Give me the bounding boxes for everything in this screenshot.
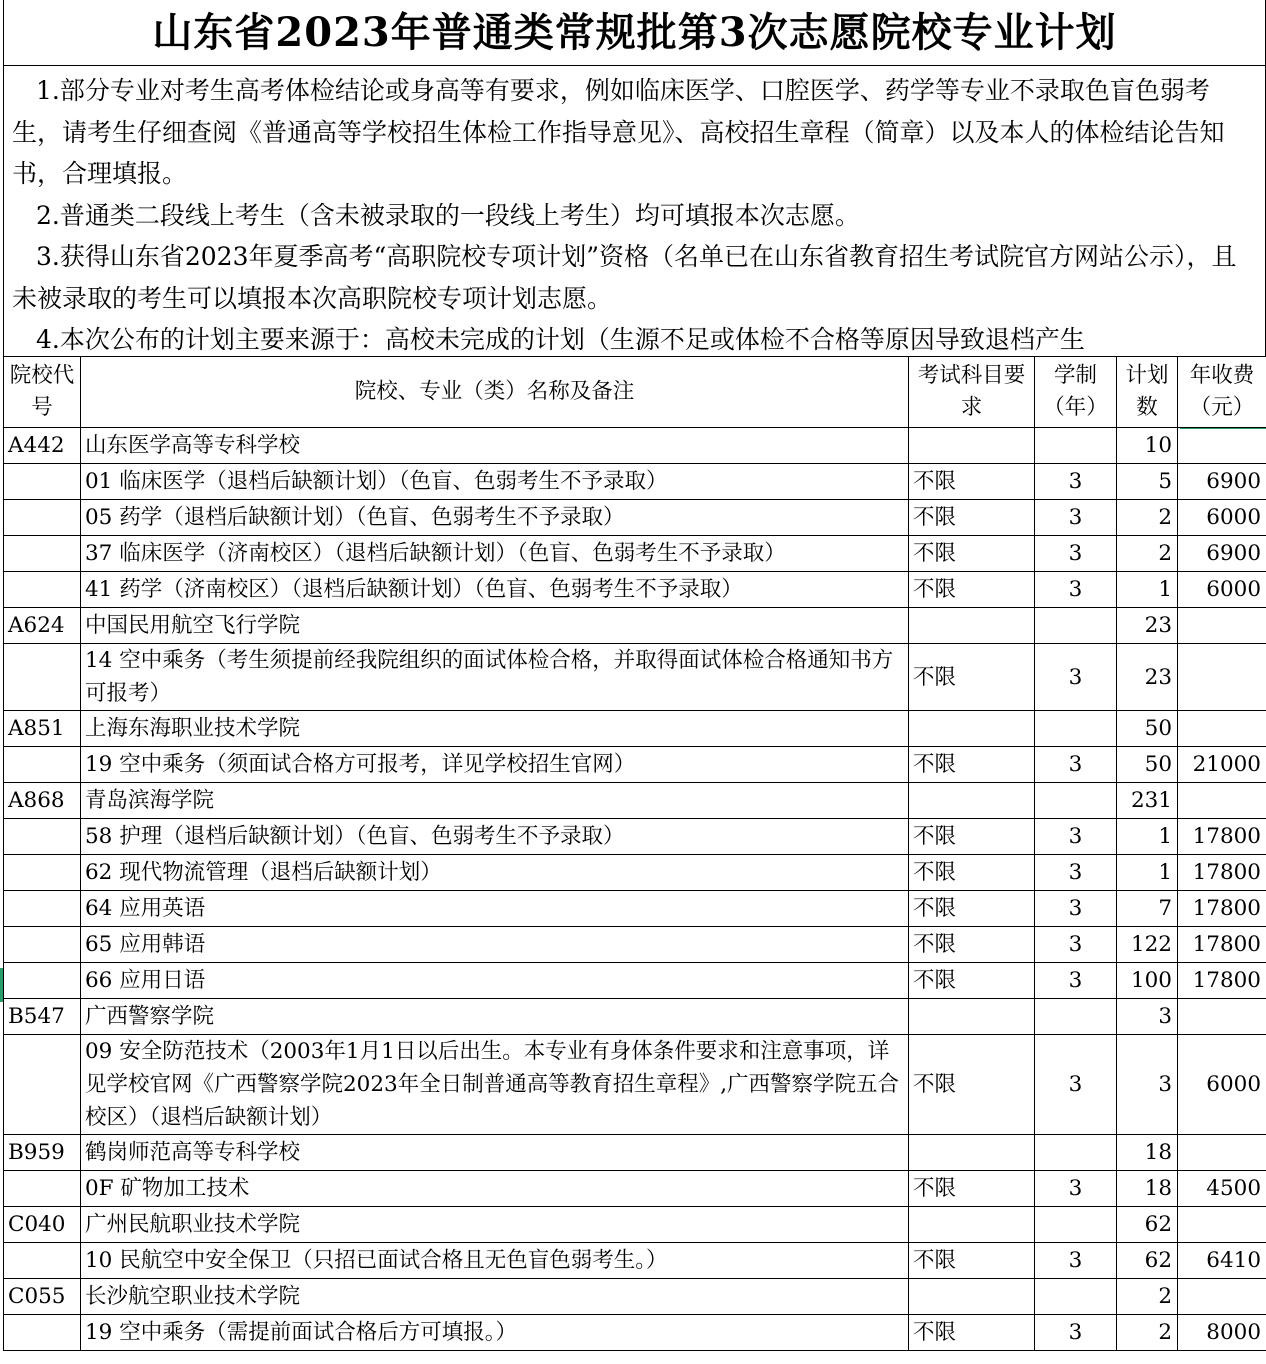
table-row: [4, 1279, 1266, 1315]
quota-cell[interactable]: 23: [1117, 644, 1178, 711]
header-years[interactable]: 学制（年）: [1035, 357, 1117, 428]
quota-cell[interactable]: 7: [1117, 891, 1178, 927]
subject-cell[interactable]: [909, 428, 1035, 464]
years-cell[interactable]: [1035, 999, 1117, 1035]
code-cell[interactable]: [4, 1243, 81, 1279]
subject-cell[interactable]: [909, 711, 1035, 747]
table-row: [4, 819, 1266, 855]
school-quota-cell[interactable]: 18: [1117, 1135, 1178, 1171]
subject-cell[interactable]: 不限: [909, 891, 1035, 927]
years-cell[interactable]: 3: [1035, 500, 1117, 536]
years-cell[interactable]: 3: [1035, 644, 1117, 711]
table-row: [4, 927, 1266, 963]
years-cell[interactable]: 3: [1035, 536, 1117, 572]
major-name-cell[interactable]: 09 安全防范技术（2003年1月1日以后出生。本专业有身体条件要求和注意事项，详见学校官网《广西警察学院2023年全日制普通高等教育招生章程》,广西警察学院五合校区）（退档后缺额计划）: [81, 1035, 909, 1135]
fee-cell[interactable]: 6000: [1178, 572, 1266, 608]
years-cell[interactable]: [1035, 1207, 1117, 1243]
page-title: 山东省2023年普通类常规批第3次志愿院校专业计划: [3, 0, 1266, 66]
code-cell[interactable]: [4, 1315, 81, 1351]
school-quota-cell[interactable]: 2: [1117, 1279, 1178, 1315]
table-row: [4, 783, 1266, 819]
subject-cell[interactable]: 不限: [909, 855, 1035, 891]
subject-cell[interactable]: [909, 783, 1035, 819]
fee-cell[interactable]: [1178, 1135, 1266, 1171]
fee-cell[interactable]: 4500: [1178, 1171, 1266, 1207]
subject-cell[interactable]: [909, 608, 1035, 644]
header-code[interactable]: 院校代号: [4, 357, 81, 428]
subject-cell[interactable]: [909, 1207, 1035, 1243]
note-item: 3.获得山东省2023年夏季高考“高职院校专项计划”资格（名单已在山东省教育招生考试院官方网站公示），且未被录取的考生可以填报本次高职院校专项计划志愿。: [12, 242, 1237, 313]
fee-cell[interactable]: 8000: [1178, 1315, 1266, 1351]
table-row: [4, 963, 1266, 999]
code-cell[interactable]: [4, 644, 81, 711]
code-cell[interactable]: [4, 891, 81, 927]
major-name-cell[interactable]: 19 空中乘务（需提前面试合格后方可填报。）: [81, 1315, 909, 1351]
major-name-cell[interactable]: 05 药学（退档后缺额计划）（色盲、色弱考生不予录取）: [81, 500, 909, 536]
fee-cell[interactable]: [1178, 999, 1266, 1035]
major-name-cell[interactable]: 41 药学（济南校区）（退档后缺额计划）（色盲、色弱考生不予录取）: [81, 572, 909, 608]
major-name-cell[interactable]: 14 空中乘务（考生须提前经我院组织的面试体检合格，并取得面试体检合格通知书方可报考）: [81, 644, 909, 711]
fee-cell[interactable]: [1178, 644, 1266, 711]
major-name-cell[interactable]: 65 应用韩语: [81, 927, 909, 963]
quota-cell[interactable]: 2: [1117, 500, 1178, 536]
major-name-cell[interactable]: 01 临床医学（退档后缺额计划）（色盲、色弱考生不予录取）: [81, 464, 909, 500]
quota-cell[interactable]: 2: [1117, 536, 1178, 572]
header-quota[interactable]: 计划数: [1117, 357, 1178, 428]
fee-cell[interactable]: 17800: [1178, 891, 1266, 927]
years-cell[interactable]: [1035, 608, 1117, 644]
table-row: [4, 428, 1266, 464]
school-quota-cell[interactable]: 10: [1117, 428, 1178, 464]
quota-cell[interactable]: 62: [1117, 1243, 1178, 1279]
school-name-cell[interactable]: 上海东海职业技术学院: [81, 711, 909, 747]
major-name-cell[interactable]: 62 现代物流管理（退档后缺额计划）: [81, 855, 909, 891]
note-item: 1.部分专业对考生高考体检结论或身高等有要求，例如临床医学、口腔医学、药学等专业不录取色盲色弱考生，请考生仔细查阅《普通高等学校招生体检工作指导意见》、高校招生章程（简章）以及本人的体检结论告知书，合理填报。: [12, 76, 1225, 188]
fee-cell[interactable]: [1178, 1207, 1266, 1243]
subject-cell[interactable]: 不限: [909, 819, 1035, 855]
code-cell[interactable]: [4, 819, 81, 855]
table-row: [4, 644, 1266, 711]
years-cell[interactable]: 3: [1035, 572, 1117, 608]
years-cell[interactable]: [1035, 711, 1117, 747]
cell-selection-line: [1180, 428, 1266, 429]
major-name-cell[interactable]: 0F 矿物加工技术: [81, 1171, 909, 1207]
subject-cell[interactable]: 不限: [909, 1035, 1035, 1135]
code-cell[interactable]: [4, 747, 81, 783]
quota-cell[interactable]: 50: [1117, 747, 1178, 783]
table-row: [4, 747, 1266, 783]
school-quota-cell[interactable]: 231: [1117, 783, 1178, 819]
table-row: [4, 891, 1266, 927]
school-name-cell[interactable]: 中国民用航空飞行学院: [81, 608, 909, 644]
quota-cell[interactable]: 122: [1117, 927, 1178, 963]
table-row: [4, 572, 1266, 608]
years-cell[interactable]: 3: [1035, 819, 1117, 855]
school-code-cell[interactable]: A442: [4, 428, 81, 464]
table-row: [4, 1315, 1266, 1351]
quota-cell[interactable]: 100: [1117, 963, 1178, 999]
fee-cell[interactable]: 6900: [1178, 536, 1266, 572]
table-row: [4, 999, 1266, 1035]
subject-cell[interactable]: 不限: [909, 747, 1035, 783]
years-cell[interactable]: [1035, 428, 1117, 464]
fee-cell[interactable]: [1178, 428, 1266, 464]
school-code-cell[interactable]: B959: [4, 1135, 81, 1171]
major-name-cell[interactable]: 64 应用英语: [81, 891, 909, 927]
code-cell[interactable]: [4, 464, 81, 500]
subject-cell[interactable]: 不限: [909, 927, 1035, 963]
code-cell[interactable]: [4, 855, 81, 891]
code-cell[interactable]: [4, 927, 81, 963]
years-cell[interactable]: 3: [1035, 891, 1117, 927]
years-cell[interactable]: 3: [1035, 1035, 1117, 1135]
major-name-cell[interactable]: 37 临床医学（济南校区）（退档后缺额计划）（色盲、色弱考生不予录取）: [81, 536, 909, 572]
table-row: [4, 855, 1266, 891]
quota-cell[interactable]: 5: [1117, 464, 1178, 500]
school-quota-cell[interactable]: 50: [1117, 711, 1178, 747]
table-row: [4, 1207, 1266, 1243]
row-selection-mark: [0, 968, 3, 1002]
school-quota-cell[interactable]: 23: [1117, 608, 1178, 644]
fee-cell[interactable]: 17800: [1178, 819, 1266, 855]
subject-cell[interactable]: 不限: [909, 500, 1035, 536]
quota-cell[interactable]: 2: [1117, 1315, 1178, 1351]
quota-cell[interactable]: 3: [1117, 1035, 1178, 1135]
header-subject[interactable]: 考试科目要求: [909, 357, 1035, 428]
code-cell[interactable]: [4, 500, 81, 536]
table-header-row: [4, 357, 1266, 428]
subject-cell[interactable]: 不限: [909, 536, 1035, 572]
note-item: 4.本次公布的计划主要来源于：高校未完成的计划（生源不足或体检不合格等原因导致退档产生: [36, 325, 1085, 354]
years-cell[interactable]: 3: [1035, 1243, 1117, 1279]
school-code-cell[interactable]: A851: [4, 711, 81, 747]
fee-cell[interactable]: 17800: [1178, 927, 1266, 963]
quota-cell[interactable]: 18: [1117, 1171, 1178, 1207]
header-name[interactable]: 院校、专业（类）名称及备注: [81, 357, 909, 428]
major-name-cell[interactable]: 58 护理（退档后缺额计划）（色盲、色弱考生不予录取）: [81, 819, 909, 855]
fee-cell[interactable]: 17800: [1178, 963, 1266, 999]
fee-cell[interactable]: 6900: [1178, 464, 1266, 500]
fee-cell[interactable]: 6410: [1178, 1243, 1266, 1279]
table-row: [4, 1135, 1266, 1171]
code-cell[interactable]: [4, 1171, 81, 1207]
quota-cell[interactable]: 1: [1117, 819, 1178, 855]
table-row: [4, 608, 1266, 644]
code-cell[interactable]: [4, 536, 81, 572]
notes-block: [3, 66, 1266, 356]
table-row: [4, 1243, 1266, 1279]
header-fee[interactable]: 年收费（元）: [1178, 357, 1266, 428]
years-cell[interactable]: 3: [1035, 464, 1117, 500]
years-cell[interactable]: 3: [1035, 747, 1117, 783]
school-quota-cell[interactable]: 3: [1117, 999, 1178, 1035]
subject-cell[interactable]: [909, 1135, 1035, 1171]
school-name-cell[interactable]: 鹤岗师范高等专科学校: [81, 1135, 909, 1171]
major-name-cell[interactable]: 19 空中乘务（须面试合格方可报考，详见学校招生官网）: [81, 747, 909, 783]
subject-cell[interactable]: 不限: [909, 572, 1035, 608]
years-cell[interactable]: 3: [1035, 1171, 1117, 1207]
years-cell[interactable]: 3: [1035, 855, 1117, 891]
plan-table: [3, 356, 1266, 1351]
school-code-cell[interactable]: A624: [4, 608, 81, 644]
subject-cell[interactable]: 不限: [909, 963, 1035, 999]
code-cell[interactable]: [4, 572, 81, 608]
years-cell[interactable]: 3: [1035, 927, 1117, 963]
note-item: 2.普通类二段线上考生（含未被录取的一段线上考生）均可填报本次志愿。: [36, 200, 860, 230]
fee-cell[interactable]: 6000: [1178, 1035, 1266, 1135]
subject-cell[interactable]: 不限: [909, 1243, 1035, 1279]
subject-cell[interactable]: [909, 1279, 1035, 1315]
major-name-cell[interactable]: 10 民航空中安全保卫（只招已面试合格且无色盲色弱考生。）: [81, 1243, 909, 1279]
code-cell[interactable]: [4, 963, 81, 999]
years-cell[interactable]: [1035, 783, 1117, 819]
table-row: [4, 500, 1266, 536]
school-name-cell[interactable]: 广西警察学院: [81, 999, 909, 1035]
fee-cell[interactable]: 17800: [1178, 855, 1266, 891]
fee-cell[interactable]: [1178, 783, 1266, 819]
quota-cell[interactable]: 1: [1117, 572, 1178, 608]
fee-cell[interactable]: 21000: [1178, 747, 1266, 783]
table-row: [4, 1035, 1266, 1135]
table-row: [4, 711, 1266, 747]
subject-cell[interactable]: 不限: [909, 1171, 1035, 1207]
subject-cell[interactable]: 不限: [909, 644, 1035, 711]
code-cell[interactable]: [4, 1035, 81, 1135]
major-name-cell[interactable]: 66 应用日语: [81, 963, 909, 999]
years-cell[interactable]: 3: [1035, 963, 1117, 999]
subject-cell[interactable]: 不限: [909, 464, 1035, 500]
years-cell[interactable]: 3: [1035, 1315, 1117, 1351]
fee-cell[interactable]: 6000: [1178, 500, 1266, 536]
school-code-cell[interactable]: B547: [4, 999, 81, 1035]
fee-cell[interactable]: [1178, 711, 1266, 747]
years-cell[interactable]: [1035, 1279, 1117, 1315]
school-code-cell[interactable]: A868: [4, 783, 81, 819]
fee-cell[interactable]: [1178, 608, 1266, 644]
school-name-cell[interactable]: 长沙航空职业技术学院: [81, 1279, 909, 1315]
quota-cell[interactable]: 1: [1117, 855, 1178, 891]
table-row: [4, 464, 1266, 500]
school-code-cell[interactable]: C040: [4, 1207, 81, 1243]
school-name-cell[interactable]: 广州民航职业技术学院: [81, 1207, 909, 1243]
subject-cell[interactable]: [909, 999, 1035, 1035]
subject-cell[interactable]: 不限: [909, 1315, 1035, 1351]
table-row: [4, 536, 1266, 572]
school-quota-cell[interactable]: 62: [1117, 1207, 1178, 1243]
school-name-cell[interactable]: 青岛滨海学院: [81, 783, 909, 819]
fee-cell[interactable]: [1178, 1279, 1266, 1315]
table-body: [4, 428, 1266, 1351]
school-name-cell[interactable]: 山东医学高等专科学校: [81, 428, 909, 464]
school-code-cell[interactable]: C055: [4, 1279, 81, 1315]
table-row: [4, 1171, 1266, 1207]
years-cell[interactable]: [1035, 1135, 1117, 1171]
